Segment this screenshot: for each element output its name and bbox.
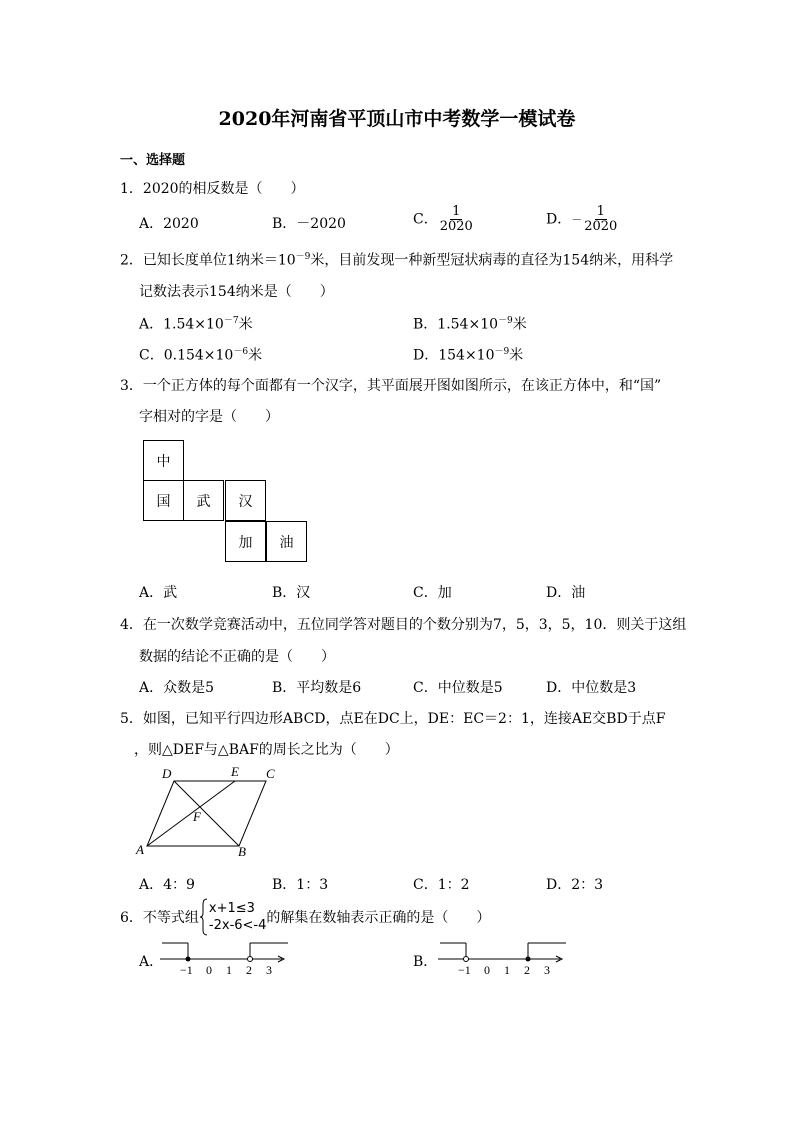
- q1-option-a[interactable]: A．2020: [139, 216, 199, 232]
- q1-option-c-fraction: [438, 205, 475, 234]
- net-cell-han: 汉: [225, 480, 266, 521]
- q2-option-a[interactable]: [139, 313, 253, 334]
- q2-b-text: B．1.54×10: [413, 316, 499, 333]
- q2-d-text: D．154×10: [413, 347, 495, 364]
- q6-text-pre: 6．不等式组: [120, 910, 199, 926]
- q4-stem-line2: 数据的结论不正确的是（ ）: [139, 649, 335, 665]
- fraction-numerator: 1: [596, 204, 605, 219]
- inequality-2: -2x-6<-4: [208, 918, 267, 933]
- q4-option-a[interactable]: A．众数是5: [139, 680, 215, 696]
- q2-d-exponent: －9: [494, 347, 510, 357]
- q2-c-exponent: －6: [233, 347, 249, 357]
- q4-option-d[interactable]: D．中位数是3: [546, 680, 637, 696]
- q2-c-unit: 米: [248, 347, 263, 364]
- tick-label: −1: [180, 963, 193, 977]
- q2-option-c[interactable]: [139, 344, 262, 365]
- fraction-denominator: 2020: [584, 219, 618, 234]
- q2-exponent: －9: [295, 252, 311, 262]
- q5-option-c[interactable]: C．1：2: [413, 877, 470, 893]
- segment-bd: [174, 781, 239, 846]
- fraction-numerator: 1: [452, 204, 461, 219]
- tick-label: 0: [484, 963, 490, 977]
- section-heading: 一、选择题: [120, 153, 186, 168]
- fraction-denominator: 2020: [439, 219, 473, 234]
- q2-c-text: C．0.154×10: [139, 347, 234, 364]
- label-b: B: [238, 844, 246, 859]
- net-cell-zhong: 中: [143, 440, 184, 481]
- q1-option-c-label: C．: [413, 211, 438, 228]
- q1-option-d-label: D．: [546, 211, 572, 228]
- inequality-1: x+1≤3: [208, 901, 255, 916]
- q3-option-b[interactable]: B．汉: [272, 585, 311, 601]
- net-cell-you: 油: [266, 521, 307, 562]
- q1-stem: 1．2020的相反数是（ ）: [120, 181, 305, 197]
- label-c: C: [266, 766, 275, 781]
- tick-label: 0: [206, 963, 212, 977]
- q2-a-exponent: －7: [223, 316, 239, 326]
- brace-icon: [200, 898, 208, 936]
- q2-stem-line1: [120, 249, 673, 270]
- q1-option-c[interactable]: [413, 205, 475, 234]
- q1-option-d-fraction: [582, 205, 619, 234]
- q2-a-text: A．1.54×10: [139, 316, 224, 333]
- net-cell-guo: 国: [143, 480, 184, 521]
- q5-option-b[interactable]: B．1：3: [272, 877, 329, 893]
- net-cell-jia: 加: [225, 521, 266, 562]
- q1-option-d-sign: －: [571, 213, 583, 227]
- label-a: A: [136, 842, 144, 857]
- q6-stem: [120, 898, 490, 936]
- tick-label: 2: [524, 963, 530, 977]
- tick-label: 3: [544, 963, 550, 977]
- inequality-system: [209, 900, 266, 934]
- q1-option-d[interactable]: [546, 205, 619, 234]
- q2-b-unit: 米: [512, 316, 527, 333]
- closed-point: [186, 957, 191, 962]
- q2-b-exponent: －9: [498, 316, 513, 326]
- label-d: D: [162, 766, 172, 781]
- tick-label: −1: [458, 963, 471, 977]
- open-point: [464, 957, 469, 962]
- net-cell-wu: 武: [183, 480, 224, 521]
- number-line-b: [438, 938, 568, 978]
- parallelogram-diagram: [130, 763, 290, 863]
- q4-option-b[interactable]: B．平均数是6: [272, 680, 362, 696]
- q2-d-unit: 米: [509, 347, 524, 364]
- q3-option-d[interactable]: D．油: [546, 585, 586, 601]
- q2-text: 2．已知长度单位1纳米＝10: [120, 252, 296, 269]
- open-point: [248, 957, 253, 962]
- q1-option-b[interactable]: B．－2020: [272, 216, 346, 232]
- tick-label: 1: [226, 963, 232, 977]
- closed-point: [526, 957, 531, 962]
- q5-option-d[interactable]: D．2：3: [546, 877, 604, 893]
- page-title: 2020年河南省平顶山市中考数学一模试卷: [218, 108, 576, 130]
- tick-label: 1: [504, 963, 510, 977]
- q2-option-d[interactable]: [413, 344, 523, 365]
- q5-stem-line1: 5．如图，已知平行四边形ABCD，点E在DC上，DE：EC＝2：1，连接AE交BD于点F: [120, 711, 666, 727]
- number-line-a: [160, 938, 290, 978]
- label-f: F: [193, 809, 201, 824]
- q2-a-unit: 米: [238, 316, 253, 333]
- q5-stem-line2: ，则△DEF与△BAF的周长之比为（ ）: [134, 742, 399, 758]
- q2-option-b[interactable]: [413, 313, 527, 334]
- q5-option-a[interactable]: A．4：9: [139, 877, 195, 893]
- q6-option-b[interactable]: B．: [413, 954, 438, 970]
- tick-label: 3: [266, 963, 272, 977]
- q4-option-c[interactable]: C．中位数是5: [413, 680, 503, 696]
- q3-stem-line2: 字相对的字是（ ）: [139, 409, 279, 425]
- tick-label: 2: [246, 963, 252, 977]
- q3-option-a[interactable]: A．武: [139, 585, 178, 601]
- q3-option-c[interactable]: C．加: [413, 585, 452, 601]
- q2-stem-line2: 记数法表示154纳米是（ ）: [139, 284, 334, 300]
- q2-text: 米，目前发现一种新型冠状病毒的直径为154纳米，用科学: [310, 252, 674, 269]
- q6-text-post: 的解集在数轴表示正确的是（ ）: [266, 910, 491, 926]
- q4-stem-line1: 4．在一次数学竞赛活动中，五位同学答对题目的个数分别为7，5，3，5，10．则关于这组: [120, 617, 687, 633]
- label-e: E: [231, 764, 239, 779]
- q3-stem-line1: 3．一个正方体的每个面都有一个汉字，其平面展开图如图所示，在该正方体中，和“国”: [120, 378, 662, 394]
- q6-option-a[interactable]: A．: [139, 954, 164, 970]
